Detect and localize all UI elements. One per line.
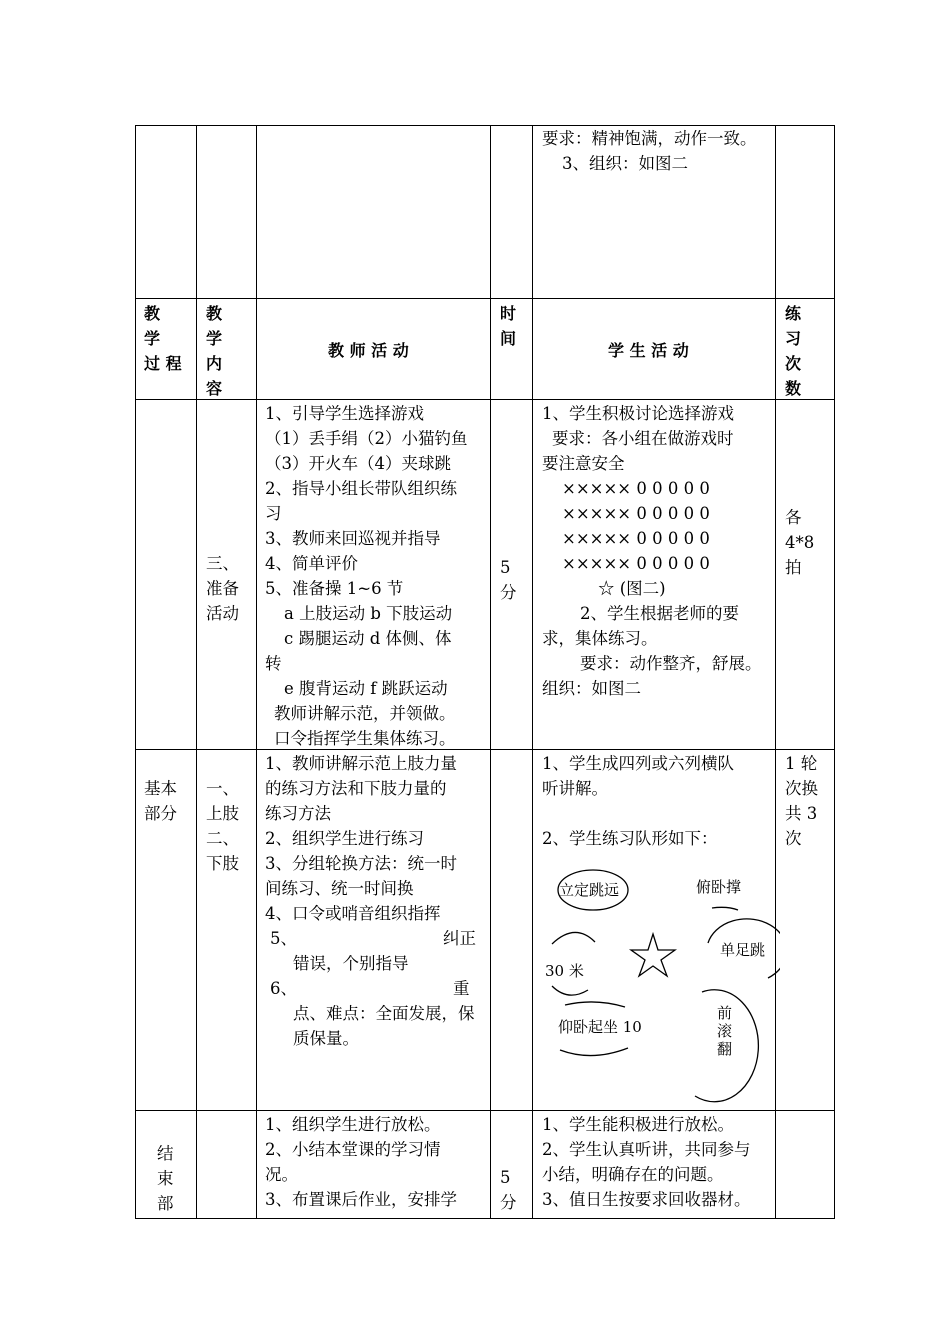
warmup-teacher-line: （1）丢手绢（2）小猫钓鱼	[265, 429, 468, 448]
basic-content: 二、	[206, 829, 239, 848]
basic-teacher-line: 间练习、统一时间换	[265, 879, 414, 898]
end-time: 分	[500, 1193, 517, 1212]
warmup-teacher-line: e 腹背运动 f 跳跃运动	[284, 679, 448, 698]
basic-teacher-line: 重	[453, 979, 470, 998]
col-divider	[490, 125, 491, 1219]
station-label-forward-roll: 翻	[717, 1040, 733, 1058]
warmup-teacher-line: 口令指挥学生集体练习。	[274, 729, 456, 748]
station-arc-run30-bottom	[552, 986, 588, 995]
warmup-time: 5	[500, 558, 511, 577]
station-label-standing-jump: 立定跳远	[559, 881, 620, 899]
end-student-line: 1、学生能积极进行放松。	[542, 1115, 734, 1134]
basic-process: 基本	[144, 779, 177, 798]
formation-row: ××××× 0 0 0 0 0	[562, 479, 710, 498]
station-arc-situp-top	[565, 1002, 625, 1007]
end-student-line: 2、学生认真听讲，共同参与	[542, 1140, 751, 1159]
basic-student-line: 2、学生练习队形如下：	[542, 829, 718, 848]
basic-teacher-line: 6、	[270, 979, 297, 998]
warmup-content: 三、	[206, 554, 239, 573]
warmup-teacher-line: 4、简单评价	[265, 554, 358, 573]
warmup-practice: 各	[785, 508, 802, 527]
formation-row: ××××× 0 0 0 0 0	[562, 529, 710, 548]
warmup-practice: 拍	[785, 558, 802, 577]
warmup-content: 准备	[206, 579, 239, 598]
station-arc-pushup	[712, 907, 738, 910]
basic-content: 下肢	[206, 854, 239, 873]
end-process: 部	[157, 1194, 174, 1213]
warmup-practice: 4*8	[785, 533, 815, 552]
basic-teacher-line: 的练习方法和下肢力量的	[265, 779, 447, 798]
header-process: 教	[144, 304, 161, 323]
table-border-right	[834, 125, 835, 1219]
basic-teacher-line: 练习方法	[265, 804, 331, 823]
warmup-student-line: 2、学生根据老师的要	[580, 604, 739, 623]
basic-teacher-line: 5、	[270, 929, 297, 948]
basic-teacher-line: 点、难点：全面发展，保	[293, 1004, 475, 1023]
top-student-line: 要求：精神饱满，动作一致。	[542, 129, 757, 148]
station-label-single-leg: 单足跳	[720, 941, 766, 959]
warmup-teacher-line: 2、指导小组长带队组织练	[265, 479, 457, 498]
warmup-teacher-line: c 踢腿运动 d 体侧、体	[284, 629, 452, 648]
header-time: 间	[500, 329, 517, 348]
header-student: 学 生 活 动	[608, 341, 689, 360]
end-teacher-line: 况。	[265, 1165, 298, 1184]
end-teacher-line: 3、布置课后作业，安排学	[265, 1190, 457, 1209]
station-label-pushup: 俯卧撑	[696, 878, 742, 896]
station-label-situp: 仰卧起坐 10	[558, 1018, 642, 1036]
col-divider	[135, 125, 136, 1219]
basic-practice: 1 轮	[785, 754, 818, 773]
station-label-forward-roll: 前	[717, 1004, 733, 1022]
header-content: 学	[206, 329, 223, 348]
station-arc-situp-bottom	[560, 1048, 628, 1056]
warmup-student-line: 要求：动作整齐，舒展。	[580, 654, 762, 673]
col-divider	[196, 125, 197, 1219]
basic-practice: 次换	[785, 779, 818, 798]
header-content: 教	[206, 304, 223, 323]
basic-process: 部分	[144, 804, 177, 823]
formation-row: ××××× 0 0 0 0 0	[562, 554, 710, 573]
end-time: 5	[500, 1168, 511, 1187]
warmup-student-line: 要求：各小组在做游戏时	[552, 429, 734, 448]
basic-practice: 次	[785, 829, 802, 848]
warmup-teacher-line: 5、准备操 1~6 节	[265, 579, 404, 598]
basic-teacher-line: 1、教师讲解示范上肢力量	[265, 754, 457, 773]
basic-teacher-line: 质保量。	[293, 1029, 359, 1048]
basic-teacher-line: 2、组织学生进行练习	[265, 829, 424, 848]
basic-teacher-line: 4、口令或哨音组织指挥	[265, 904, 441, 923]
warmup-teacher-line: 3、教师来回巡视并指导	[265, 529, 441, 548]
warmup-student-line: 要注意安全	[542, 454, 625, 473]
header-process: 过 程	[144, 354, 182, 373]
header-practice: 次	[785, 354, 802, 373]
basic-content: 上肢	[206, 804, 239, 823]
end-student-line: 3、值日生按要求回收器材。	[542, 1190, 751, 1209]
header-content: 内	[206, 354, 223, 373]
warmup-teacher-line: 教师讲解示范，并领做。	[274, 704, 456, 723]
warmup-teacher-line: 习	[265, 504, 282, 523]
table-border-bottom	[135, 1218, 835, 1219]
warmup-time: 分	[500, 583, 517, 602]
basic-content: 一、	[206, 779, 239, 798]
station-arc-run30-top	[552, 932, 595, 944]
end-teacher-line: 2、小结本堂课的学习情	[265, 1140, 441, 1159]
row-divider	[135, 749, 835, 750]
header-time: 时	[500, 304, 517, 323]
end-process: 结	[157, 1144, 174, 1163]
end-process: 束	[157, 1169, 174, 1188]
warmup-content: 活动	[206, 604, 239, 623]
station-label-run30: 30 米	[545, 962, 584, 980]
header-process: 学	[144, 329, 161, 348]
basic-practice: 共 3	[785, 804, 818, 823]
basic-student-line: 听讲解。	[542, 779, 608, 798]
warmup-student-line: 组织：如图二	[542, 679, 641, 698]
formation-row: ××××× 0 0 0 0 0	[562, 504, 710, 523]
top-student-line: 3、组织：如图二	[562, 154, 688, 173]
col-divider	[256, 125, 257, 1219]
warmup-teacher-line: 转	[265, 654, 282, 673]
warmup-teacher-line: a 上肢运动 b 下肢运动	[284, 604, 453, 623]
header-practice: 数	[785, 379, 802, 398]
station-label-forward-roll: 滚	[717, 1022, 733, 1040]
teacher-position-mark: ☆ (图二)	[598, 579, 666, 598]
header-practice: 练	[785, 304, 802, 323]
end-student-line: 小结，明确存在的问题。	[542, 1165, 724, 1184]
star-icon	[631, 934, 675, 976]
warmup-student-line: 求，集体练习。	[542, 629, 658, 648]
basic-teacher-line: 纠正	[443, 929, 476, 948]
basic-student-line: 1、学生成四列或六列横队	[542, 754, 734, 773]
warmup-student-line: 1、学生积极讨论选择游戏	[542, 404, 734, 423]
basic-teacher-line: 3、分组轮换方法：统一时	[265, 854, 457, 873]
warmup-teacher-line: （3）开火车（4）夹球跳	[265, 454, 451, 473]
end-teacher-line: 1、组织学生进行放松。	[265, 1115, 441, 1134]
row-divider	[135, 1110, 835, 1111]
header-content: 容	[206, 379, 223, 398]
row-divider	[135, 399, 835, 400]
row-divider	[135, 298, 835, 299]
warmup-teacher-line: 1、引导学生选择游戏	[265, 404, 424, 423]
basic-teacher-line: 错误，个别指导	[293, 954, 409, 973]
header-teacher: 教 师 活 动	[328, 341, 409, 360]
header-practice: 习	[785, 329, 802, 348]
